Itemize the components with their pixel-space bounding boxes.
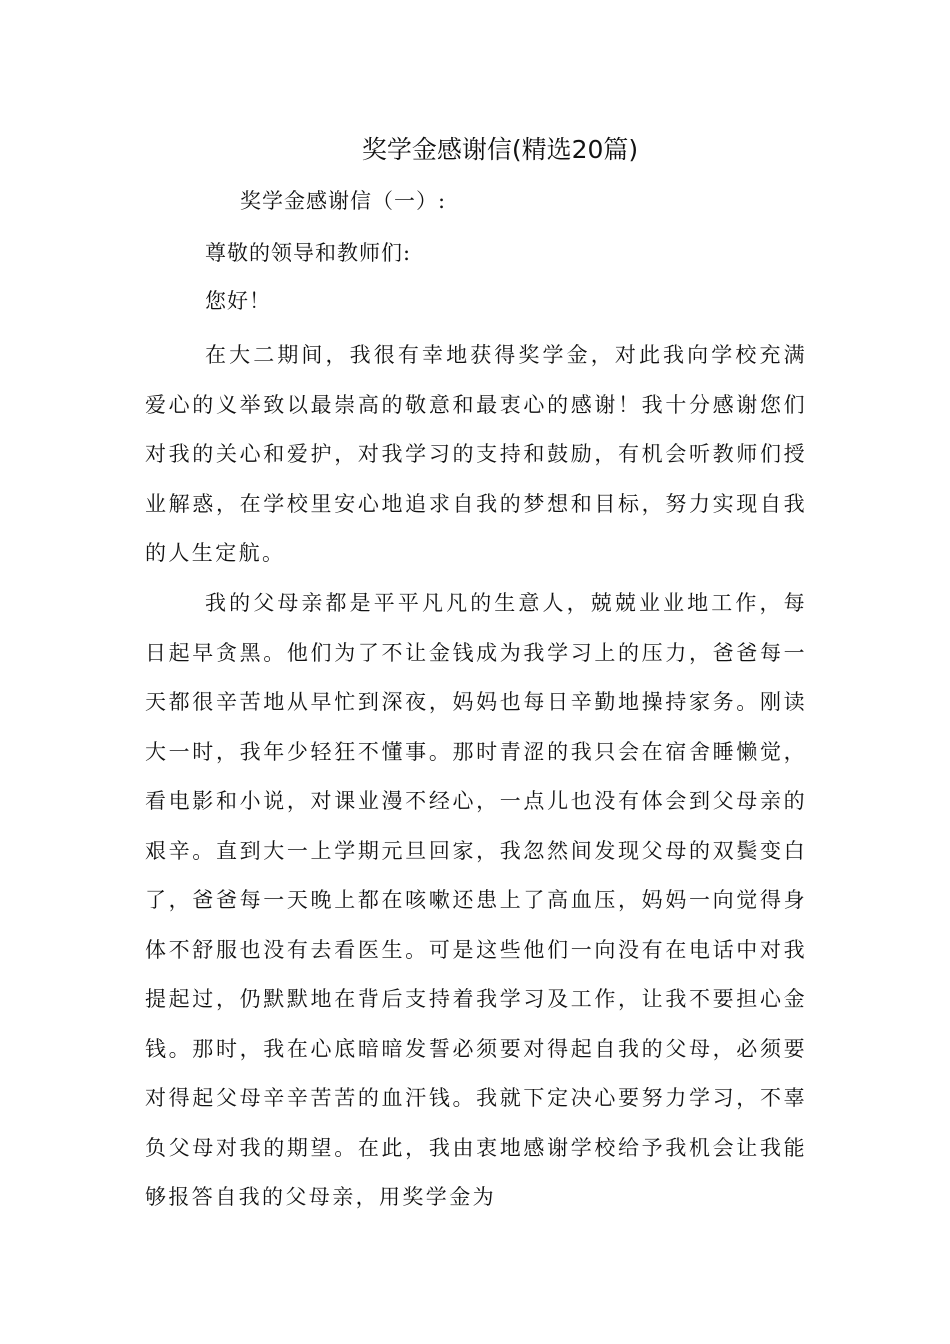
letter-subtitle: 奖学金感谢信（一）: — [240, 189, 447, 213]
body-paragraph: 我的父母亲都是平平凡凡的生意人，兢兢业业地工作，每日起早贪黑。他们为了不让金钱成为我学习上的压力，爸爸每一天都很辛苦地从早忙到深夜，妈妈也每日辛勤地操持家务。刚读大一时，我年少轻狂不懂事。那时青涩的我只会在宿舍睡懒觉，看电影和小说，对课业漫不经心，一点儿也没有体会到父母亲的艰辛。直到大一上学期元旦回家，我忽然间发现父母的双鬓变白了，爸爸每一天晚上都在咳嗽还患上了高血压，妈妈一向觉得身体不舒服也没有去看医生。可是这些他们一向没有在电话中对我提起过，仍默默地在背后支持着我学习及工作，让我不要担心金钱。那时，我在心底暗暗发誓必须要对得起自我的父母，必须要对得起父母辛辛苦苦的血汗钱。我就下定决心要努力学习，不辜负父母对我的期望。在此，我由衷地感谢学校给予我机会让我能够报答自我的父母亲，用奖学金为 — [145, 591, 807, 1209]
letter-greeting: 您好！ — [205, 289, 271, 313]
letter-salutation: 尊敬的领导和教师们: — [205, 241, 412, 265]
document-title: 奖学金感谢信(精选20篇) — [361, 135, 639, 164]
body-paragraph: 在大二期间，我很有幸地获得奖学金，对此我向学校充满爱心的义举致以最崇高的敬意和最衷心的感谢！我十分感谢您们对我的关心和爱护，对我学习的支持和鼓励，有机会听教师们授业解惑，在学校里安心地追求自我的梦想和目标，努力实现自我的人生定航。 — [145, 343, 807, 565]
